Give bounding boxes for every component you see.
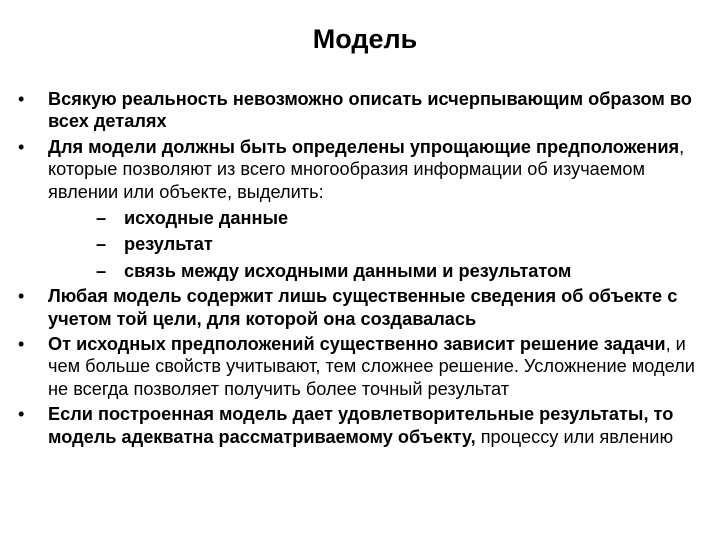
bullet-item-1: [14, 88, 704, 133]
dash-marker: –: [96, 260, 107, 281]
bullet-marker: •: [18, 404, 25, 425]
bullet-text-bold: От исходных предположений существенно зависит решение задачи: [48, 334, 666, 355]
sub-item-1: [48, 207, 704, 229]
bullet-text-normal: процессу или явлению: [475, 426, 674, 447]
bullet-list: [14, 88, 704, 451]
bullet-text-bold: Для модели должны быть определены упрощающие предположения: [48, 136, 680, 157]
bullet-item-2: [14, 136, 704, 282]
sub-item-text: связь между исходными данными и результатом: [124, 260, 572, 281]
bullet-marker: •: [18, 334, 25, 355]
sub-item-3: [48, 260, 704, 282]
slide-title: Модель: [312, 24, 418, 54]
bullet-marker: •: [18, 136, 25, 157]
bullet-item-3: [14, 285, 704, 330]
bullet-text-normal: , и чем больше свойств учитывают, тем сложнее решение. Усложнение модели не всегда позволяет получить более точный результат: [48, 334, 695, 399]
bullet-marker: •: [18, 286, 25, 307]
bullet-text-bold: Если построенная модель дает удовлетворительные результаты, то модель адекватна рассматриваемому объекту,: [48, 404, 674, 447]
bullet-text-normal: , которые позволяют из всего многообразия информации об изучаемом явлении или объекте, выделить:: [48, 136, 685, 202]
bullet-text-bold: Любая модель содержит лишь существенные сведения об объекте с учетом той цели, для которой она создавалась: [48, 286, 678, 329]
sub-item-text: исходные данные: [124, 208, 289, 229]
bullet-marker: •: [18, 89, 25, 109]
sub-item-2: [48, 233, 704, 255]
dash-marker: –: [96, 234, 107, 255]
dash-marker: –: [96, 208, 107, 229]
bullet-item-5: [14, 403, 704, 448]
sub-item-text: результат: [124, 234, 213, 255]
bullet-item-4: [14, 333, 704, 400]
bullet-text-bold: Всякую реальность невозможно описать исчерпывающим образом во всех деталях: [48, 89, 692, 132]
